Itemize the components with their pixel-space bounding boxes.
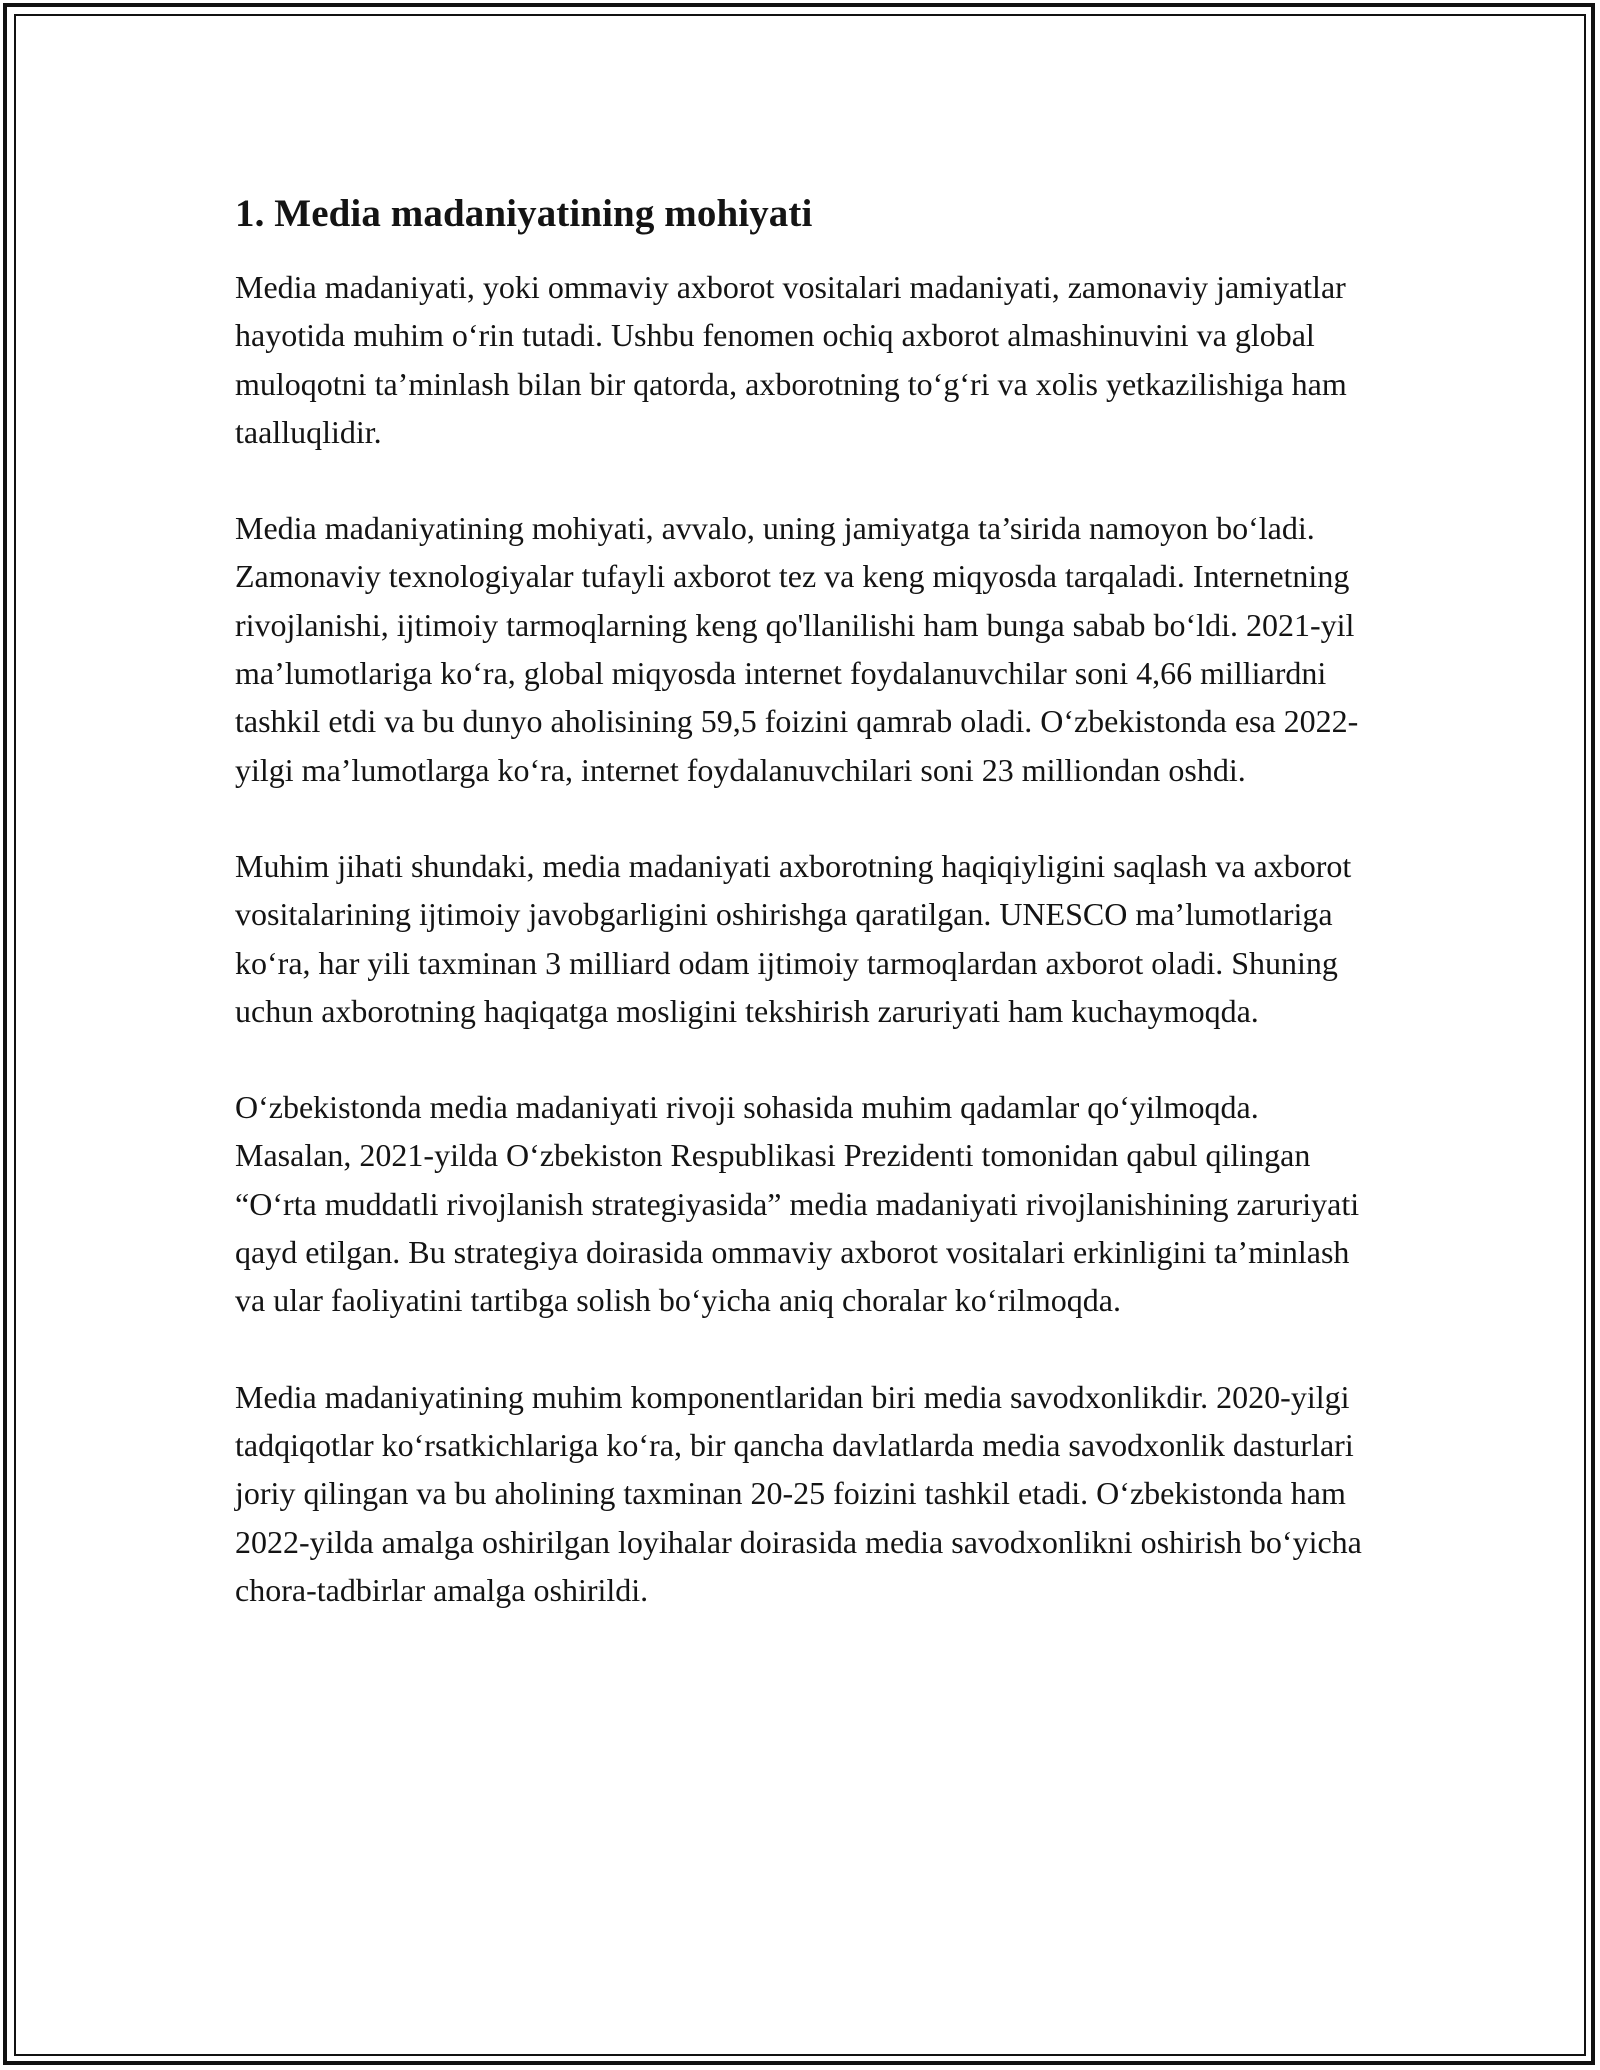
document-body xyxy=(235,185,1375,1662)
paragraph-3: Muhim jihati shundaki, media madaniyati axborotning haqiqiyligini saqlash va axborot vositalarining ijtimoiy javobgarligini oshirishga qaratilgan. UNESCO ma’lumotlariga ko‘ra, har yili taxminan 3 milliard odam ijtimoiy tarmoqlardan axborot oladi. Shuning uchun axborotning haqiqatga mosligini tekshirish zaruriyati ham kuchaymoqda. xyxy=(235,847,1352,1029)
paragraph-5: Media madaniyatining muhim komponentlaridan biri media savodxonlikdir. 2020-yilgi tadqiqotlar ko‘rsatkichlariga ko‘ra, bir qancha davlatlarda media savodxonlik dasturlari joriy qilingan va bu aholining taxminan 20-25 foizini tashkil etadi. O‘zbekistonda ham 2022-yilda amalga oshirilgan loyihalar doirasida media savodxonlikni oshirish bo‘yicha chora-tadbirlar amalga oshirildi. xyxy=(235,1378,1362,1608)
section-title: 1. Media madaniyatining mohiyati xyxy=(235,192,813,235)
paragraph-4: O‘zbekistonda media madaniyati rivoji sohasida muhim qadamlar qo‘yilmoqda. Masalan, 2021-yilda O‘zbekiston Respublikasi Prezidenti tomonidan qabul qilingan “O‘rta muddatli rivojlanish strategiyasida” media madaniyati rivojlanishining zaruriyati qayd etilgan. Bu strategiya doirasida ommaviy axborot vositalari erkinligini ta’minlash va ular faoliyatini tartibga solish bo‘yicha aniq choralar ko‘rilmoqda. xyxy=(235,1089,1360,1319)
paragraph-2: Media madaniyatining mohiyati, avvalo, uning jamiyatga ta’sirida namoyon bo‘ladi. Zamonaviy texnologiyalar tufayli axborot tez va keng miqyosda tarqaladi. Internetning rivojlanishi, ijtimoiy tarmoqlarning keng qo'llanilishi ham bunga sabab bo‘ldi. 2021-yil ma’lumotlariga ko‘ra, global miqyosda internet foydalanuvchilar soni 4,66 milliardni tashkil etdi va bu dunyo aholisining 59,5 foizini qamrab oladi. O‘zbekistonda esa 2022-yilgi ma’lumotlarga ko‘ra, internet foydalanuvchilari soni 23 milliondan oshdi. xyxy=(235,510,1359,788)
paragraph-1: Media madaniyati, yoki ommaviy axborot vositalari madaniyati, zamonaviy jamiyatlar hayotida muhim o‘rin tutadi. Ushbu fenomen ochiq axborot almashinuvini va global muloqotni ta’minlash bilan bir qatorda, axborotning to‘g‘ri va xolis yetkazilishiga ham taalluqlidir. xyxy=(235,269,1347,450)
